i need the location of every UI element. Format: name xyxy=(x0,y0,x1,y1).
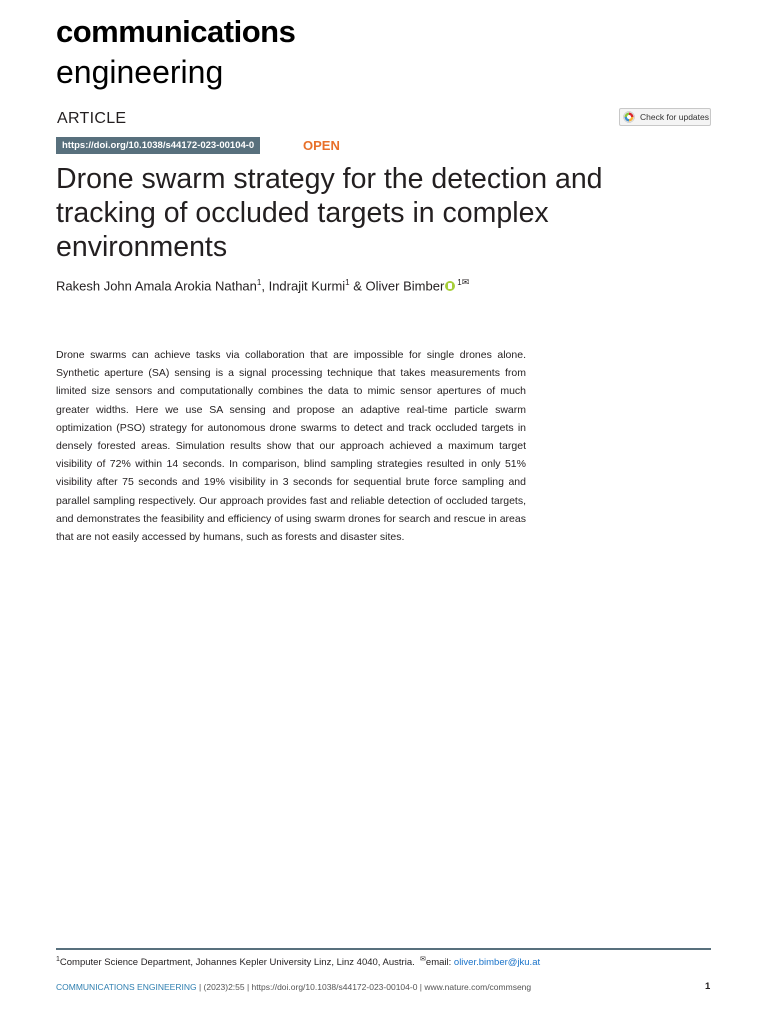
affiliation-number: 1 xyxy=(56,956,60,963)
affiliation-text: Computer Science Department, Johannes Kepler University Linz, Linz 4040, Austria. xyxy=(59,957,415,969)
author-name[interactable]: Indrajit Kurmi xyxy=(268,278,346,294)
author-separator: , xyxy=(261,278,269,294)
open-access-label: OPEN xyxy=(303,138,340,153)
envelope-icon: ✉ xyxy=(420,956,426,963)
author-name[interactable]: Oliver Bimber xyxy=(365,278,445,294)
orcid-icon[interactable] xyxy=(445,281,455,291)
doi-link[interactable]: https://doi.org/10.1038/s44172-023-00104-0 xyxy=(56,137,260,154)
footnote-divider xyxy=(56,948,711,950)
footer-citation: | (2023)2:55 | https://doi.org/10.1038/s44172-023-00104-0 | www.nature.com/commseng xyxy=(196,982,532,992)
email-label: email: xyxy=(425,957,454,969)
author-list xyxy=(56,277,469,293)
author-separator: & xyxy=(349,278,366,294)
affiliation-number: 1 xyxy=(256,278,262,287)
abstract-text: Drone swarms can achieve tasks via collaboration that are impossible for single drones alone. Synthetic aperture (SA) sensing is a signal processing technique that takes measurements from limited size sensors and computationally combines the data to mimic sensor apertures of much greater widths. Here we use SA sensing and propose an adaptive real-time particle swarm optimization (PSO) strategy for autonomous drone swarms to detect and track occluded targets in densely forested areas. Simulation results show that our approach achieved a maximum target visibility of 72% within 14 seconds. In comparison, blind sampling strategies resulted in only 51% visibility after 75 seconds and 19% visibility in 3 seconds for sequential brute force sampling and parallel sampling respectively. Our approach provides fast and reliable detection of occluded targets, and demonstrates the feasibility and efficiency of using swarm drones for search and rescue in areas that are not easily accessed by humans, such as forests and disaster sites. xyxy=(56,349,526,544)
page-number: 1 xyxy=(705,981,711,992)
affiliation-number: 1✉ xyxy=(457,277,470,287)
email-link[interactable]: oliver.bimber@jku.at xyxy=(453,957,541,969)
affiliation-footnote xyxy=(56,955,540,968)
article-title: Drone swarm strategy for the detection and tracking of occluded targets in complex environments xyxy=(56,163,603,263)
journal-name-line1: communications xyxy=(56,14,296,49)
check-for-updates-button[interactable] xyxy=(619,108,711,126)
affiliation-number: 1 xyxy=(345,278,350,287)
author-name[interactable]: Rakesh John Amala Arokia Nathan xyxy=(56,278,257,294)
check-for-updates-label: Check for updates xyxy=(640,112,709,122)
footer-journal-name[interactable]: COMMUNICATIONS ENGINEERING xyxy=(56,982,197,992)
page-footer xyxy=(56,982,531,992)
crossmark-icon xyxy=(623,111,635,123)
envelope-icon[interactable]: ✉ xyxy=(461,277,470,287)
journal-name-line2: engineering xyxy=(56,54,224,90)
article-type-label: ARTICLE xyxy=(57,110,127,127)
